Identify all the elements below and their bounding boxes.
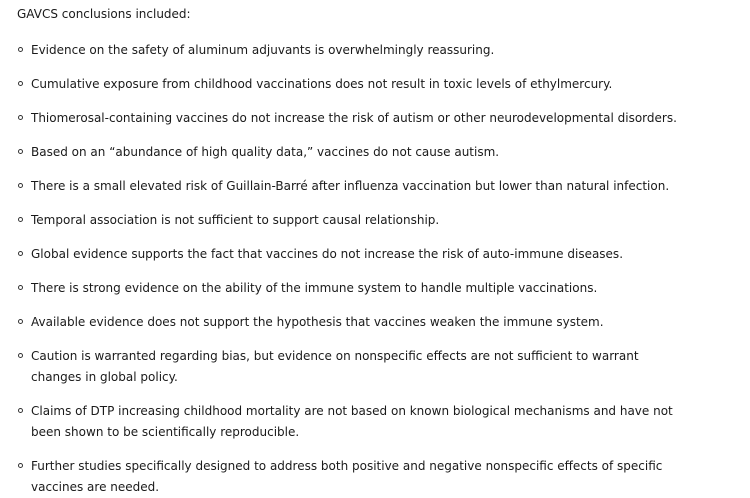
bullet-icon bbox=[18, 408, 23, 413]
list-item-text: There is strong evidence on the ability of the immune system to handle multiple vaccinations. bbox=[31, 281, 598, 295]
list-item bbox=[0, 210, 750, 231]
bullet-icon bbox=[18, 47, 23, 52]
conclusions-list bbox=[0, 40, 750, 498]
list-item-text: Evidence on the safety of aluminum adjuvants is overwhelmingly reassuring. bbox=[31, 43, 495, 57]
bullet-icon bbox=[18, 217, 23, 222]
bullet-icon bbox=[18, 319, 23, 324]
list-item-text: Available evidence does not support the hypothesis that vaccines weaken the immune system. bbox=[31, 315, 604, 329]
intro-text: GAVCS conclusions included: bbox=[17, 7, 191, 21]
bullet-icon bbox=[18, 285, 23, 290]
bullet-icon bbox=[18, 149, 23, 154]
list-item bbox=[0, 312, 750, 333]
bullet-icon bbox=[18, 463, 23, 468]
list-item bbox=[0, 40, 750, 61]
list-item bbox=[0, 108, 750, 129]
list-item bbox=[0, 278, 750, 299]
list-item-text: Global evidence supports the fact that vaccines do not increase the risk of auto-immune diseases. bbox=[31, 247, 624, 261]
bullet-icon bbox=[18, 183, 23, 188]
bullet-icon bbox=[18, 353, 23, 358]
list-item-text: Cumulative exposure from childhood vaccinations does not result in toxic levels of ethylmercury. bbox=[31, 77, 613, 91]
list-item bbox=[0, 74, 750, 95]
bullet-icon bbox=[18, 115, 23, 120]
list-item bbox=[0, 456, 750, 498]
list-item-text: Based on an “abundance of high quality data,” vaccines do not cause autism. bbox=[31, 145, 500, 159]
list-item bbox=[0, 176, 750, 197]
list-item-text: Claims of DTP increasing childhood mortality are not based on known biological mechanisms and have not been shown to be scientifically reproducible. bbox=[31, 404, 673, 439]
list-item bbox=[0, 244, 750, 265]
list-item-text: There is a small elevated risk of Guillain-Barré after influenza vaccination but lower than natural infection. bbox=[31, 179, 670, 193]
list-item-text: Caution is warranted regarding bias, but evidence on nonspecific effects are not sufficient to warrant changes in global policy. bbox=[31, 349, 639, 384]
list-item bbox=[0, 142, 750, 163]
list-item bbox=[0, 346, 750, 388]
list-item bbox=[0, 401, 750, 443]
bullet-icon bbox=[18, 81, 23, 86]
list-item-text: Further studies specifically designed to address both positive and negative nonspecific effects of specific vaccines are needed. bbox=[31, 459, 663, 494]
list-item-text: Temporal association is not sufficient to support causal relationship. bbox=[31, 213, 440, 227]
bullet-icon bbox=[18, 251, 23, 256]
list-item-text: Thiomerosal-containing vaccines do not increase the risk of autism or other neurodevelopmental disorders. bbox=[31, 111, 677, 125]
